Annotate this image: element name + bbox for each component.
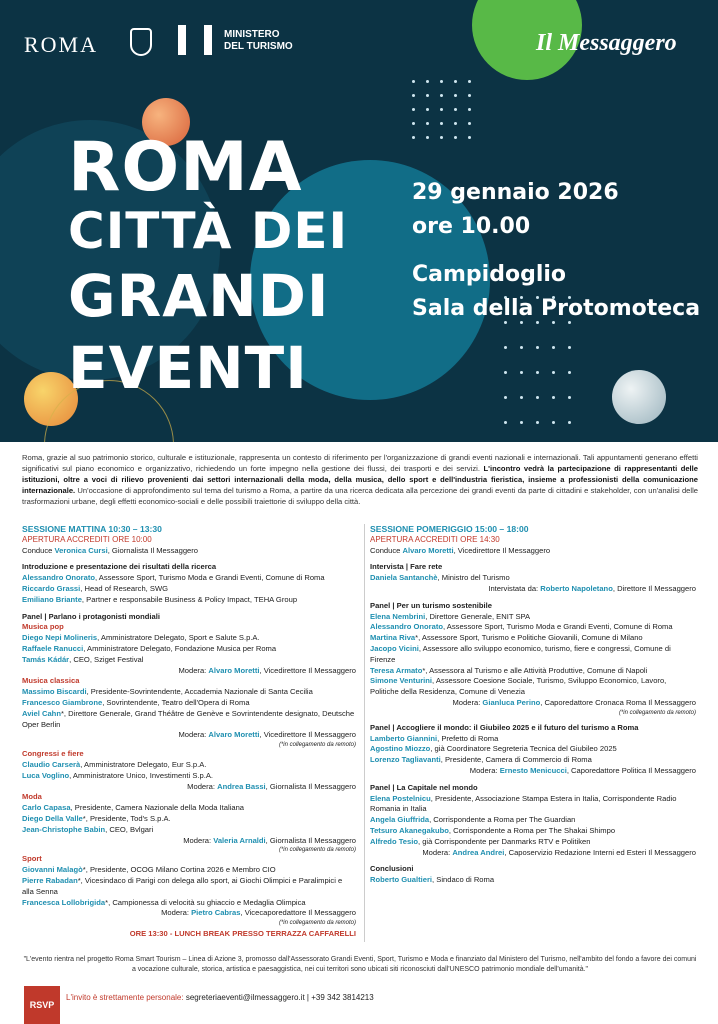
speaker-row <box>22 633 356 644</box>
speaker-row <box>370 755 696 766</box>
speaker-role: , Prefetto di Roma <box>437 733 499 743</box>
speaker-row <box>22 771 356 782</box>
column-divider <box>364 524 365 942</box>
speaker-list <box>370 734 696 766</box>
speaker-name: Elena Postelnicu <box>370 793 431 803</box>
speaker-role: *, Assessora al Turismo e alle Attività Produttive, Comune di Napoli <box>422 665 648 675</box>
speaker-row <box>370 837 696 848</box>
speaker-name: Angela Giuffrida <box>370 815 430 825</box>
conclusions-title: Conclusioni <box>370 864 414 874</box>
topic-pop: Musica pop <box>22 622 64 632</box>
speaker-row <box>22 595 356 606</box>
rsvp-bar <box>0 986 718 1024</box>
speaker-name: Teresa Armato <box>370 665 423 675</box>
intro-paragraph: Roma, grazie al suo patrimonio storico, culturale e istituzionale, rappresenta un contesto di riferimento per l'organizzazione di grandi eventi nazionali e internazionali. Tali appuntamenti generano effetti significativi sul piano economico e organizzativo, richiedendo un forte impegno nella gestione dei flussi, dei trasporti e dei servizi. L'incontro vedrà la partecipazione di rappresentanti delle istituzioni, oltre a voci di rilievo provenienti dai settori internazionali della moda, della musica, dello sport e dell'industria fieristica, insieme a professionisti della comunicazione internazionale. Un'occasione di approfondimento sul tema del turismo a Roma, a partire da una ricerca dedicata alla percezione dei grandi eventi da parte di cittadini e stakeholder, con un'analisi delle trasformazioni urbane, degli effetti economico-sociali e delle possibili traiettorie di sviluppo della città. <box>22 453 698 506</box>
speaker-row <box>22 709 356 731</box>
accrediti: APERTURA ACCREDITI ORE 14:30 <box>370 534 500 544</box>
roma-crest-icon <box>130 28 152 56</box>
speaker-row <box>370 826 696 837</box>
topic-sport: Sport <box>22 854 42 864</box>
moderator-line: Modera: Alvaro Moretti, Vicedirettore Il Messaggero <box>178 665 356 675</box>
moderator-line: Modera: Ernesto Menicucci, Caporedattore Politica Il Messaggero <box>469 765 696 775</box>
speaker-name: Giovanni Malagò <box>22 865 83 875</box>
accrediti: APERTURA ACCREDITI ORE 10:00 <box>22 534 152 544</box>
speaker-name: Tetsuro Akanegakubo <box>370 825 449 835</box>
speaker-name: Riccardo Grassi <box>22 583 81 593</box>
ministry-logo-text: MINISTERO DEL TURISMO <box>224 29 293 52</box>
interviewer-line: Intervistata da: Roberto Napoletano, Direttore Il Messaggero <box>488 583 696 593</box>
speaker-row <box>22 898 356 909</box>
speaker-role: , Assessore Coesione Sociale, Turismo, Sviluppo Economico, Lavoro, Politiche della Residenza, Comune di Venezia <box>370 676 667 697</box>
panel-title: Panel | La Capitale nel mondo <box>370 782 478 792</box>
hero-title-line-2: CITTÀ DEI <box>68 202 349 260</box>
topic-fiere: Congressi e fiere <box>22 749 84 759</box>
speaker-list <box>22 687 356 730</box>
speaker-role: , Amministratore Delegato, Fondazione Musica per Roma <box>83 643 277 653</box>
speaker-role: *, Presidente, OCOG Milano Cortina 2026 e Membro CIO <box>82 865 276 875</box>
speaker-role: , già Corrispondente per Danmarks RTV e Politiken <box>417 836 591 846</box>
logo-roma: ROMA <box>24 32 99 57</box>
speaker-row <box>22 687 356 698</box>
speaker-name: Carlo Capasa <box>22 803 71 813</box>
panel-title: Panel | Parlano i protagonisti mondiali <box>22 611 160 621</box>
speaker-name: Francesca Lollobrigida <box>22 897 106 907</box>
hero-title-line-4: EVENTI <box>68 334 308 402</box>
speaker-name: Francesco Giambrone <box>22 697 103 707</box>
speaker-name: Lamberto Giannini <box>370 733 438 743</box>
speaker-name: Aviel Cahn <box>22 708 61 718</box>
speaker-name: Pierre Rabadan <box>22 875 78 885</box>
speaker-list <box>370 612 696 698</box>
speaker-role: , Sovrintendente, Teatro dell'Opera di Roma <box>102 697 250 707</box>
speaker-row <box>22 825 356 836</box>
conclusions-speaker: Roberto Gualtieri, Sindaco di Roma <box>370 875 495 885</box>
newspaper-logo: Il Messaggero <box>536 30 677 56</box>
event-venue: Campidoglio <box>412 262 567 287</box>
speaker-row <box>22 573 356 584</box>
speaker-list <box>22 633 356 665</box>
moderator-line: Modera: Pietro Cabras, Vicecaporedattore Il Messaggero <box>161 908 356 918</box>
speaker-row <box>370 622 696 633</box>
lunch-break: ORE 13:30 - LUNCH BREAK PRESSO TERRAZZA CAFFARELLI <box>129 929 356 939</box>
moderator-line: Modera: Andrea Andrei, Caposervizio Redazione Interni ed Esteri Il Messaggero <box>422 847 696 857</box>
speaker-row <box>370 666 696 677</box>
speaker-row <box>22 644 356 655</box>
speaker-name: Luca Voglino <box>22 770 70 780</box>
speaker-name: Lorenzo Tagliavanti <box>370 755 441 765</box>
speaker-role: , CEO, Sziget Festival <box>69 654 144 664</box>
speaker-row <box>22 803 356 814</box>
event-date: 29 gennaio 2026 <box>412 180 619 205</box>
speaker-row <box>370 612 696 623</box>
host-line: Conduce Veronica Cursi, Giornalista Il Messaggero <box>22 545 199 555</box>
speaker-role: , Amministratore Delegato, Sport e Salute S.p.A. <box>97 633 260 643</box>
speaker-row <box>370 794 696 816</box>
afternoon-session <box>370 524 696 886</box>
speaker-role: , Corrispondente a Roma per The Shakai Shimpo <box>448 825 616 835</box>
rsvp-badge: RSVP <box>24 986 60 1024</box>
host-line: Conduce Alvaro Moretti, Vicedirettore Il Messaggero <box>370 545 551 555</box>
interviewee: Daniela Santanchè, Ministro del Turismo <box>370 573 510 583</box>
speaker-list <box>370 794 696 848</box>
hero-banner <box>0 0 718 442</box>
event-time: ore 10.00 <box>412 214 531 239</box>
speaker-role: *, Direttore Generale, Grand Théâtre de Genève e Sovrintendente designato, Deutsche Oper Berlin <box>22 708 355 729</box>
remote-note: (*in collegamento da remoto) <box>278 920 356 927</box>
footer-note: "L'evento rientra nel progetto Roma Smart Tourism – Linea di Azione 3, promosso dall'Assessorato Grandi Eventi, Sport, Turismo e Moda e finanziato dal Ministero del Turismo, nell'ambito del fondo a favore dei comuni a vocazione culturale, storica, artistica e paesaggistica, nei cui territori sono ubicati siti riconosciuti dall'UNESCO patrimonio mondiale dell'umanità." <box>23 956 697 973</box>
speaker-name: Jacopo Vicini <box>370 643 419 653</box>
moderator-line: Modera: Andrea Bassi, Giornalista Il Messaggero <box>187 781 356 791</box>
speaker-role: *, Campionessa di velocità su ghiaccio e Medaglia Olimpica <box>105 897 306 907</box>
speaker-role: , Presidente, Associazione Stampa Estera in Italia, Corrispondente Radio Romania in Italia <box>370 793 677 814</box>
moderator-line: Modera: Gianluca Perino, Caporedattore Cronaca Roma Il Messaggero <box>452 697 696 707</box>
speaker-role: , Assessore Sport, Turismo Moda e Grandi Eventi, Comune di Roma <box>443 622 673 632</box>
speaker-role: , CEO, Bvlgari <box>105 824 154 834</box>
morning-session <box>22 524 356 940</box>
speaker-row <box>370 815 696 826</box>
speaker-role: , Direttore Generale, ENIT SPA <box>425 611 531 621</box>
event-room: Sala della Protomoteca <box>412 296 701 321</box>
speaker-row <box>370 676 696 698</box>
speaker-role: , Presidente-Sovrintendente, Accademia Nazionale di Santa Cecilia <box>86 687 313 697</box>
moderator-line: Modera: Alvaro Moretti, Vicedirettore Il Messaggero <box>178 730 356 740</box>
speaker-list <box>22 760 356 782</box>
speaker-name: Elena Nembrini <box>370 611 426 621</box>
remote-note: (*in collegamento da remoto) <box>618 709 696 716</box>
speaker-role: , Amministratore Unico, Investimenti S.p.A. <box>69 770 214 780</box>
hero-title-line-3: GRANDI <box>68 262 330 330</box>
interview-title: Intervista | Fare rete <box>370 562 443 572</box>
speaker-row <box>370 734 696 745</box>
speaker-role: , Corrispondente a Roma per The Guardian <box>429 815 576 825</box>
rsvp-contact[interactable]: segreteriaeventi@ilmessaggero.it | +39 342 3814213 <box>185 993 374 1002</box>
speaker-list <box>22 573 356 605</box>
speaker-row <box>22 876 356 898</box>
speaker-name: Alessandro Onorato <box>22 573 95 583</box>
speaker-row <box>22 814 356 825</box>
session-title: SESSIONE MATTINA 10:30 – 13:30 <box>22 524 162 534</box>
speaker-name: Jean-Christophe Babin <box>22 824 106 834</box>
panel-title: Panel | Per un turismo sostenibile <box>370 600 492 610</box>
speaker-name: Alessandro Onorato <box>370 622 443 632</box>
speaker-row <box>22 865 356 876</box>
decor-circle-grey <box>612 370 666 424</box>
speaker-role: , Presidente, Camera di Commercio di Roma <box>440 755 592 765</box>
speaker-row <box>22 698 356 709</box>
speaker-name: Simone Venturini <box>370 676 433 686</box>
remote-note: (*in collegamento da remoto) <box>278 742 356 749</box>
speaker-role: *, Assessore Sport, Turismo e Politiche Giovanili, Comune di Milano <box>415 633 643 643</box>
speaker-name: Diego Nepi Molineris <box>22 633 98 643</box>
speaker-list <box>22 865 356 908</box>
intro-title: Introduzione e presentazione dei risultati della ricerca <box>22 562 217 572</box>
speaker-role: , Presidente, Camera Nazionale della Moda Italiana <box>70 803 245 813</box>
panel-title: Panel | Accogliere il mondo: il Giubileo 2025 e il futuro del turismo a Roma <box>370 722 639 732</box>
speaker-role: , Amministratore Delegato, Eur S.p.A. <box>80 759 207 769</box>
ministry-logo-icon <box>178 25 216 55</box>
speaker-role: *, Presidente, Tod's S.p.A. <box>82 813 171 823</box>
speaker-role: , già Coordinatore Segreteria Tecnica del Giubileo 2025 <box>430 744 617 754</box>
topic-moda: Moda <box>22 792 42 802</box>
speaker-list <box>22 803 356 835</box>
speaker-role: *, Vicesindaco di Parigi con delega allo sport, ai Giochi Olimpici e Paralimpici e alla Senna <box>22 875 343 896</box>
speaker-name: Diego Della Valle <box>22 813 83 823</box>
speaker-name: Alfredo Tesio <box>370 836 418 846</box>
session-title: SESSIONE POMERIGGIO 15:00 – 18:00 <box>370 524 529 534</box>
topic-classica: Musica classica <box>22 676 80 686</box>
speaker-row <box>22 584 356 595</box>
moderator-line: Modera: Valeria Arnaldi, Giornalista Il Messaggero <box>183 835 356 845</box>
decor-dots <box>412 80 476 144</box>
speaker-name: Martina Riva <box>370 633 416 643</box>
hero-title-line-1: ROMA <box>68 128 303 207</box>
speaker-role: , Head of Research, SWG <box>80 583 169 593</box>
speaker-row <box>370 633 696 644</box>
speaker-role: , Partner e responsabile Business & Policy Impact, TEHA Group <box>81 594 298 604</box>
speaker-row <box>370 744 696 755</box>
speaker-name: Claudio Carserà <box>22 759 81 769</box>
speaker-role: , Assessore Sport, Turismo Moda e Grandi Eventi, Comune di Roma <box>95 573 325 583</box>
speaker-name: Emiliano Briante <box>22 594 82 604</box>
remote-note: (*in collegamento da remoto) <box>278 847 356 854</box>
speaker-name: Raffaele Ranucci <box>22 643 84 653</box>
speaker-name: Agostino Miozzo <box>370 744 431 754</box>
speaker-name: Tamás Kádár <box>22 654 70 664</box>
speaker-row <box>22 655 356 666</box>
speaker-row <box>22 760 356 771</box>
rsvp-line: L'invito è strettamente personale: segreteriaeventi@ilmessaggero.it | +39 342 3814213 <box>66 993 374 1002</box>
speaker-role: , Assessore allo sviluppo economico, turismo, fiere e congressi, Comune di Firenze <box>370 643 671 664</box>
speaker-row <box>370 644 696 666</box>
speaker-name: Massimo Biscardi <box>22 687 87 697</box>
